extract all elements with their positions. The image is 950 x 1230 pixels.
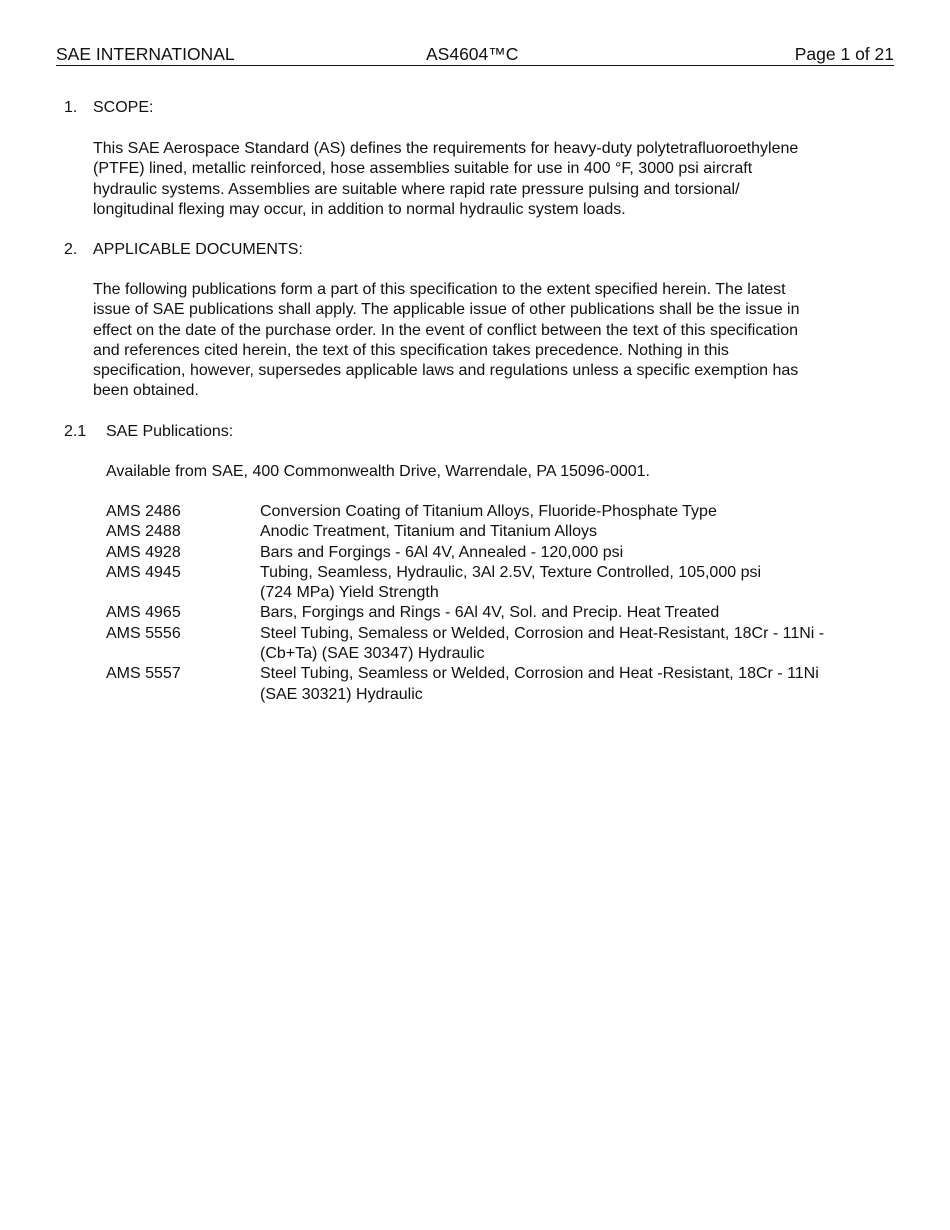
reference-title: [260, 603, 866, 623]
section-2-line: and references cited herein, the text of this specification takes precedence. Nothing in this: [93, 341, 729, 359]
section-1-line: hydraulic systems. Assemblies are suitable where rapid rate pressure pulsing and torsional/: [93, 180, 740, 198]
reference-title: [260, 522, 866, 542]
availability-line: Available from SAE, 400 Commonwealth Drive, Warrendale, PA 15096-0001.: [106, 463, 650, 480]
reference-title-line: Steel Tubing, Semaless or Welded, Corrosion and Heat-Resistant, 18Cr - 11Ni -: [260, 624, 825, 642]
section-2-line: specification, however, supersedes applicable laws and regulations unless a specific exemption has: [93, 362, 799, 380]
section-1-body: [93, 139, 863, 220]
reference-list: [106, 502, 866, 705]
availability-note: [106, 462, 866, 482]
section-2-line: issue of SAE publications shall apply. The applicable issue of other publications shall be the issue in: [93, 301, 800, 319]
reference-code: AMS 5556: [106, 624, 181, 642]
reference-code: AMS 4965: [106, 604, 181, 622]
reference-code: AMS 4945: [106, 563, 181, 581]
section-2-line: been obtained.: [93, 382, 199, 400]
header-document-id: AS4604™C: [426, 44, 519, 64]
reference-row: [106, 543, 866, 563]
reference-title-line: Tubing, Seamless, Hydraulic, 3Al 2.5V, Texture Controlled, 105,000 psi: [260, 563, 762, 581]
section-1-line: (PTFE) lined, metallic reinforced, hose assemblies suitable for use in 400 °F, 3000 psi aircraft: [93, 160, 753, 178]
reference-title-line: (SAE 30321) Hydraulic: [260, 685, 423, 703]
section-1-number: 1.: [64, 99, 78, 116]
section-1-title: SCOPE:: [93, 99, 154, 116]
reference-row: [106, 563, 866, 604]
reference-code: AMS 2486: [106, 503, 181, 520]
section-2-number: 2.: [64, 241, 78, 258]
reference-code: AMS 2488: [106, 523, 181, 541]
reference-title-line: (724 MPa) Yield Strength: [260, 584, 439, 602]
reference-title-line: Anodic Treatment, Titanium and Titanium Alloys: [260, 523, 598, 541]
section-2-1-number: 2.1: [64, 423, 87, 440]
reference-title: [260, 563, 866, 604]
reference-title: [260, 543, 866, 563]
reference-row: [106, 603, 866, 623]
section-2-line: The following publications form a part of this specification to the extent specified herein. The latest: [93, 281, 786, 298]
section-1-line: This SAE Aerospace Standard (AS) defines the requirements for heavy-duty polytetrafluoroethylene: [93, 140, 799, 157]
reference-title-line: Bars, Forgings and Rings - 6Al 4V, Sol. and Precip. Heat Treated: [260, 604, 720, 622]
reference-code: AMS 4928: [106, 543, 181, 561]
reference-title: [260, 502, 866, 522]
reference-row: [106, 502, 866, 522]
section-2-1-title: SAE Publications:: [106, 423, 234, 440]
reference-title-line: Steel Tubing, Seamless or Welded, Corrosion and Heat -Resistant, 18Cr - 11Ni: [260, 665, 819, 683]
reference-title: [260, 664, 866, 705]
reference-title-line: (Cb+Ta) (SAE 30347) Hydraulic: [260, 645, 485, 663]
reference-row: [106, 522, 866, 542]
reference-title-line: Bars and Forgings - 6Al 4V, Annealed - 120,000 psi: [260, 543, 624, 561]
section-2-line: effect on the date of the purchase order. In the event of conflict between the text of this specification: [93, 321, 799, 339]
reference-row: [106, 664, 866, 705]
reference-title-line: Conversion Coating of Titanium Alloys, Fluoride-Phosphate Type: [260, 503, 717, 520]
section-2-body: [93, 280, 863, 402]
section-1-line: longitudinal flexing may occur, in addition to normal hydraulic system loads.: [93, 200, 626, 218]
reference-code: AMS 5557: [106, 665, 181, 683]
reference-title: [260, 624, 866, 665]
header-organization: SAE INTERNATIONAL: [56, 44, 235, 64]
page-header: [56, 44, 894, 66]
section-2-title: APPLICABLE DOCUMENTS:: [93, 241, 303, 258]
reference-row: [106, 624, 866, 665]
header-page-number: Page 1 of 21: [794, 44, 894, 64]
